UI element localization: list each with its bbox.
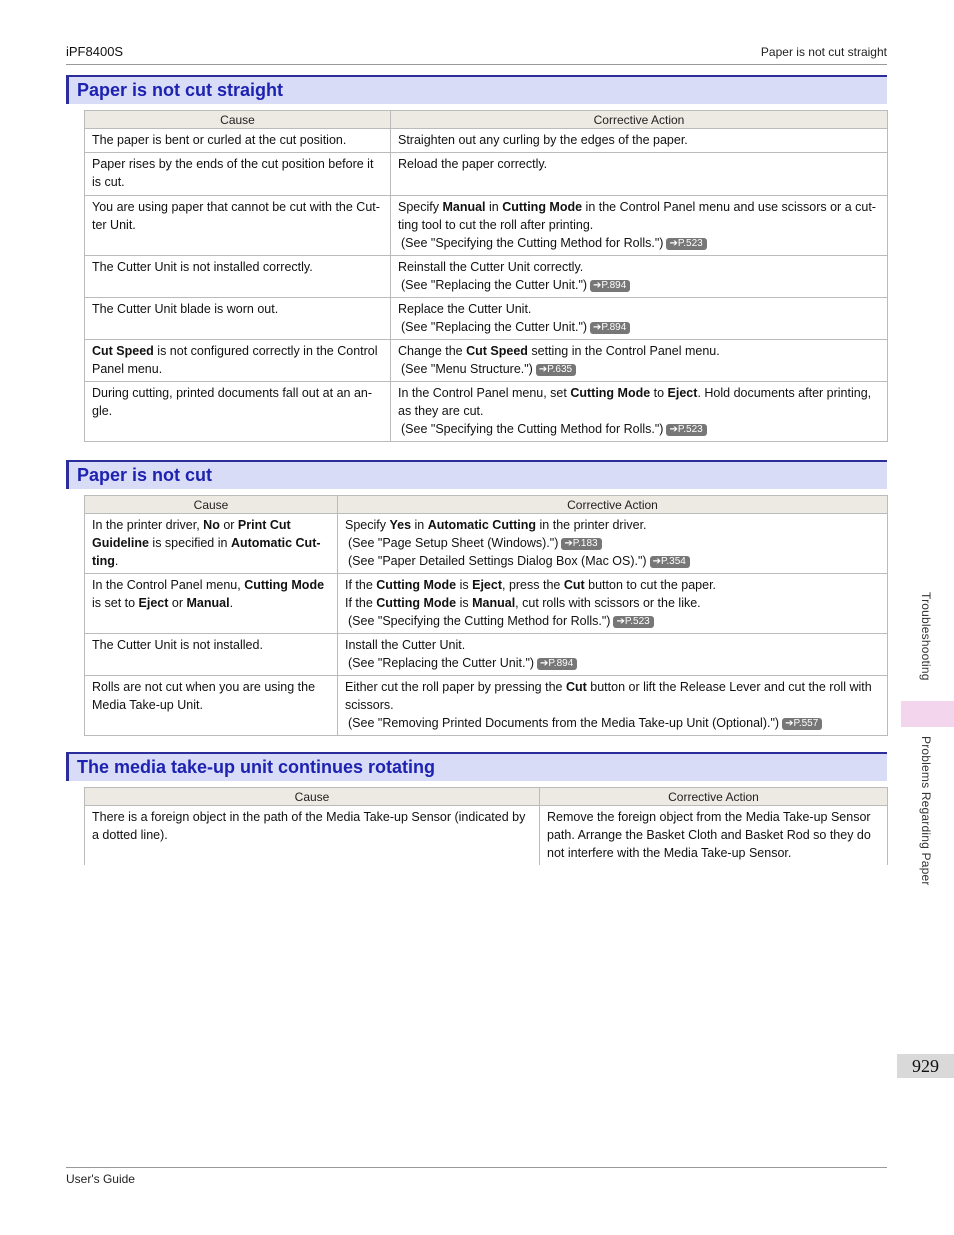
action-text: . Hold documents after printing, as they are cut.	[398, 386, 872, 418]
action-text: button to cut the paper.	[584, 578, 717, 592]
troubleshooting-table	[84, 110, 888, 442]
action-cell	[338, 514, 888, 574]
section-title: Paper is not cut straight	[77, 80, 284, 100]
column-header-cause: Cause	[85, 496, 338, 514]
action-cell	[540, 806, 888, 866]
cause-cell	[85, 256, 391, 298]
cause-cell	[85, 129, 391, 153]
page-link[interactable]: ➔P.523	[666, 238, 706, 250]
section-heading	[66, 752, 887, 781]
setting-name: Cut Speed	[466, 344, 528, 358]
action-cell	[391, 153, 888, 196]
action-cell	[391, 382, 888, 442]
action-cell	[391, 340, 888, 382]
setting-value: Manual	[472, 596, 516, 610]
cause-cell	[85, 634, 338, 676]
cause-cell	[85, 806, 540, 866]
column-header-cause: Cause	[85, 788, 540, 806]
see-reference: (See "Paper Detailed Settings Dialog Box (Mac OS).")	[348, 554, 647, 568]
section-title: Paper is not cut	[77, 465, 213, 485]
action-cell	[391, 196, 888, 256]
action-text: Straighten out any curling by the edges of the paper.	[398, 133, 688, 147]
see-reference: (See "Replacing the Cutter Unit.")	[401, 278, 588, 292]
section-heading	[66, 75, 887, 104]
cause-cell	[85, 298, 391, 340]
table-row	[85, 340, 888, 382]
action-text: is	[456, 578, 473, 592]
menu-name: Cutting Mode	[376, 596, 457, 610]
action-text: setting in the Control Panel menu.	[527, 344, 720, 358]
table-row	[85, 196, 888, 256]
see-reference: (See "Page Setup Sheet (Windows).")	[348, 536, 559, 550]
table-row	[85, 382, 888, 442]
see-reference: (See "Replacing the Cutter Unit.")	[348, 656, 535, 670]
footer-divider	[66, 1167, 887, 1168]
cause-text: In the printer driver,	[92, 518, 204, 532]
see-reference: (See "Specifying the Cutting Method for Rolls.")	[401, 422, 664, 436]
action-text: in the Control Panel menu and use scissors or a cut- ting tool to cut the roll after printing.	[398, 200, 876, 232]
cause-cell	[85, 514, 338, 574]
cause-text: During cutting, printed documents fall out at an an- gle.	[92, 386, 373, 418]
cause-text: The paper is bent or curled at the cut position.	[92, 133, 347, 147]
table-row	[85, 676, 888, 736]
action-cell	[338, 676, 888, 736]
action-cell	[391, 129, 888, 153]
action-text: Replace the Cutter Unit.	[398, 302, 532, 316]
action-text: to	[650, 386, 668, 400]
cause-cell	[85, 196, 391, 256]
page-link[interactable]: ➔P.894	[537, 658, 577, 670]
column-header-action: Corrective Action	[338, 496, 888, 514]
column-header-action: Corrective Action	[391, 111, 888, 129]
cause-text: The Cutter Unit blade is worn out.	[92, 302, 279, 316]
section-paper-not-cut	[66, 460, 887, 736]
cause-text: or	[168, 596, 187, 610]
setting-name: Eject	[667, 386, 698, 400]
table-row	[85, 298, 888, 340]
action-text: Either cut the roll paper by pressing the	[345, 680, 566, 694]
setting-name: Cut Speed	[92, 344, 154, 358]
action-text: Install the Cutter Unit.	[345, 638, 466, 652]
action-text: Remove the foreign object from the Media Take-up Sensor path. Arrange the Basket Cloth and Basket Rod so they do not interfere with the Media Take-up Sensor.	[547, 810, 871, 860]
table-row	[85, 153, 888, 196]
cause-text: In the Control Panel menu,	[92, 578, 245, 592]
action-text: in	[411, 518, 428, 532]
cause-cell	[85, 574, 338, 634]
cause-cell	[85, 382, 391, 442]
section-paper-not-cut-straight	[66, 75, 887, 442]
table-row	[85, 806, 888, 866]
table-row	[85, 129, 888, 153]
cause-text: Paper rises by the ends of the cut position before it is cut.	[92, 157, 374, 189]
cause-text: There is a foreign object in the path of the Media Take-up Sensor (indicated by a dotted line).	[92, 810, 526, 842]
cause-text: The Cutter Unit is not installed correctly.	[92, 260, 313, 274]
action-text: If the	[345, 578, 377, 592]
cause-text: .	[229, 596, 234, 610]
column-header-cause: Cause	[85, 111, 391, 129]
button-name: Cut	[563, 578, 585, 592]
cause-cell	[85, 340, 391, 382]
menu-name: Cutting Mode	[570, 386, 651, 400]
page-link[interactable]: ➔P.523	[613, 616, 653, 628]
action-cell	[338, 634, 888, 676]
action-cell	[391, 256, 888, 298]
table-header-row	[85, 496, 888, 514]
troubleshooting-table	[84, 495, 888, 736]
page-link[interactable]: ➔P.523	[666, 424, 706, 436]
chapter-tab-label: Troubleshooting	[919, 592, 933, 681]
setting-name: Automatic Cut- ting	[92, 536, 321, 568]
table-row	[85, 634, 888, 676]
table-row	[85, 514, 888, 574]
chapter-tab-marker	[901, 701, 954, 727]
setting-value: Print Cut Guideline	[92, 518, 291, 550]
setting-value: Manual	[186, 596, 230, 610]
action-cell	[391, 298, 888, 340]
table-row	[85, 256, 888, 298]
table-row	[85, 574, 888, 634]
footer-text: User's Guide	[66, 1172, 135, 1186]
cause-text: is specified in	[148, 536, 231, 550]
setting-name: Automatic Cutting	[427, 518, 537, 532]
section-heading	[66, 460, 887, 489]
setting-value: Eject	[472, 578, 502, 592]
page-link[interactable]: ➔P.894	[590, 280, 630, 292]
action-text: If the	[345, 596, 377, 610]
see-reference: (See "Removing Printed Documents from the Media Take-up Unit (Optional).")	[348, 716, 780, 730]
menu-name: Cutting Mode	[376, 578, 457, 592]
cause-text: You are using paper that cannot be cut with the Cut- ter Unit.	[92, 200, 380, 232]
running-title: Paper is not cut straight	[760, 45, 887, 59]
button-name: Cut	[565, 680, 587, 694]
action-text: , press the	[502, 578, 564, 592]
product-model: iPF8400S	[66, 44, 124, 59]
see-reference: (See "Replacing the Cutter Unit.")	[401, 320, 588, 334]
page-link[interactable]: ➔P.183	[561, 538, 601, 550]
header-divider	[66, 64, 887, 65]
action-cell	[338, 574, 888, 634]
cause-text: Rolls are not cut when you are using the Media Take-up Unit.	[92, 680, 316, 712]
page-link[interactable]: ➔P.635	[536, 364, 576, 376]
page-link[interactable]: ➔P.557	[782, 718, 822, 730]
page-link[interactable]: ➔P.354	[650, 556, 690, 568]
page-number: 929	[897, 1054, 954, 1078]
see-reference: (See "Specifying the Cutting Method for Rolls.")	[401, 236, 664, 250]
action-text: , cut rolls with scissors or the like.	[515, 596, 701, 610]
action-text: Reinstall the Cutter Unit correctly.	[398, 260, 584, 274]
action-text: Specify	[398, 200, 443, 214]
menu-name: Cutting Mode	[244, 578, 325, 592]
cause-text: .	[114, 554, 119, 568]
cause-text: is not configured correctly in the Control Panel menu.	[92, 344, 378, 376]
action-text: in the printer driver.	[536, 518, 647, 532]
troubleshooting-table	[84, 787, 888, 865]
table-header-row	[85, 788, 888, 806]
see-reference: (See "Menu Structure.")	[401, 362, 533, 376]
cause-cell	[85, 153, 391, 196]
action-text: in	[485, 200, 503, 214]
cause-text: The Cutter Unit is not installed.	[92, 638, 263, 652]
section-take-up-unit-rotating	[66, 752, 887, 865]
section-title: The media take-up unit continues rotating	[77, 757, 436, 777]
see-reference: (See "Specifying the Cutting Method for Rolls.")	[348, 614, 611, 628]
setting-value: Eject	[138, 596, 169, 610]
setting-value: Yes	[389, 518, 412, 532]
action-text: button or lift the Release Lever and cut the roll with scissors.	[345, 680, 872, 712]
setting-value: No	[203, 518, 220, 532]
setting-name: Manual	[442, 200, 486, 214]
cause-text: or	[219, 518, 238, 532]
table-header-row	[85, 111, 888, 129]
action-text: Reload the paper correctly.	[398, 157, 548, 171]
action-text: Specify	[345, 518, 390, 532]
section-tab-label: Problems Regarding Paper	[919, 736, 933, 886]
page-link[interactable]: ➔P.894	[590, 322, 630, 334]
menu-name: Cutting Mode	[502, 200, 583, 214]
cause-text: is set to	[92, 596, 139, 610]
action-text: In the Control Panel menu, set	[398, 386, 571, 400]
column-header-action: Corrective Action	[540, 788, 888, 806]
cause-cell	[85, 676, 338, 736]
action-text: Change the	[398, 344, 467, 358]
action-text: is	[456, 596, 473, 610]
